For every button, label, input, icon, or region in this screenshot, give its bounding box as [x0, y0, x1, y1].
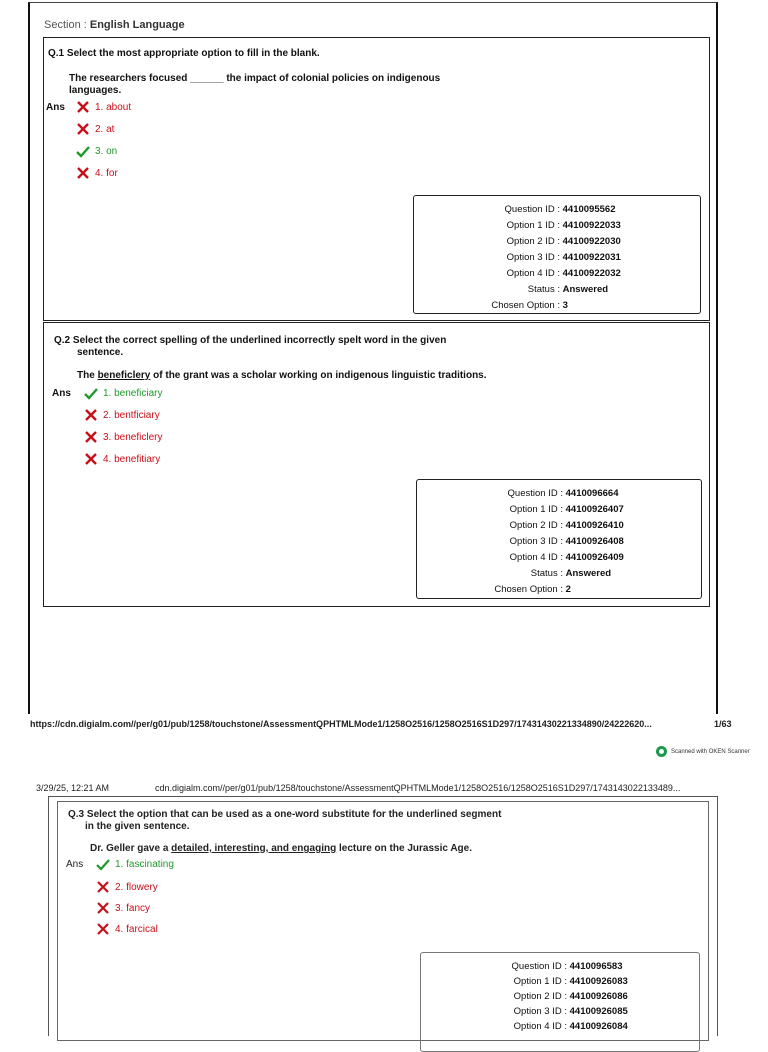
option-3 [96, 902, 150, 914]
info-option-1-id: Option 1 ID : 44100926407 [509, 504, 624, 515]
option-label: 4. for [95, 167, 118, 179]
info-chosen-option: Chosen Option : 2 [494, 584, 571, 595]
option-label: 1. beneficiary [103, 387, 163, 399]
option-3 [84, 431, 162, 443]
check-icon [76, 145, 90, 157]
question-1-text-line-1: The researchers focused ______ the impact of colonial policies on indigenous [69, 73, 441, 84]
page-2-header-url[interactable]: cdn.digialm.com//per/g01/pub/1258/touchstone/AssessmentQPHTMLMode1/1258O2516/1258O2516S1D297/1743143022133489... [155, 783, 681, 793]
info-question-id: Question ID : 4410096664 [507, 488, 619, 499]
option-label: 3. on [95, 145, 118, 157]
option-2 [76, 123, 114, 135]
question-3-header-line-2: in the given sentence. [85, 821, 190, 832]
check-icon [84, 387, 98, 399]
question-3-text: Dr. Geller gave a detailed, interesting, and engaging lecture on the Jurassic Age. [90, 843, 472, 854]
answer-label: Ans [52, 388, 71, 399]
info-status: Status : Answered [530, 568, 612, 579]
question-2-info-box [416, 479, 702, 599]
page-2 [48, 796, 718, 1036]
info-option-1-id: Option 1 ID : 44100926083 [513, 976, 628, 987]
question-3-box [57, 801, 709, 1041]
cross-icon [96, 923, 110, 935]
option-1 [84, 387, 162, 399]
option-label: 2. at [95, 123, 115, 135]
option-4 [96, 923, 158, 935]
cross-icon [76, 101, 90, 113]
print-date: 3/29/25, 12:21 AM [36, 783, 110, 793]
cross-icon [84, 431, 98, 443]
info-option-3-id: Option 3 ID : 44100922031 [506, 252, 621, 263]
option-2 [96, 881, 158, 893]
section-label: Section : English Language [44, 19, 185, 31]
scanner-logo-icon [656, 746, 667, 757]
info-option-2-id: Option 2 ID : 44100926410 [509, 520, 624, 531]
answer-label: Ans [66, 859, 84, 870]
question-1-header: Q.1 Select the most appropriate option to fill in the blank. [48, 48, 320, 59]
info-status: Status : Answered [527, 284, 609, 295]
option-label: 1. fascinating [115, 858, 174, 870]
page-number: 1/63 [714, 719, 732, 729]
option-2 [84, 409, 160, 421]
info-option-2-id: Option 2 ID : 44100926086 [513, 991, 628, 1002]
info-option-3-id: Option 3 ID : 44100926085 [513, 1006, 628, 1017]
question-3-header-line-1: Q.3 Select the option that can be used as a one-word substitute for the underlined segment [68, 809, 502, 820]
option-label: 1. about [95, 101, 132, 113]
option-1 [76, 101, 131, 113]
option-4 [84, 453, 160, 465]
underlined-segment: detailed, interesting, and engaging [171, 843, 337, 854]
page-1 [28, 2, 718, 714]
option-label: 2. flowery [115, 881, 158, 893]
info-option-4-id: Option 4 ID : 44100926084 [513, 1021, 628, 1032]
question-3-info-box [420, 952, 700, 1052]
info-option-2-id: Option 2 ID : 44100922030 [506, 236, 621, 247]
question-1-text-line-2: languages. [69, 85, 122, 96]
option-label: 3. fancy [115, 902, 151, 914]
info-option-4-id: Option 4 ID : 44100926409 [509, 552, 624, 563]
info-chosen-option: Chosen Option : 3 [491, 300, 568, 311]
cross-icon [96, 881, 110, 893]
option-4 [76, 167, 118, 179]
info-option-3-id: Option 3 ID : 44100926408 [509, 536, 624, 547]
option-label: 2. bentficiary [103, 409, 160, 421]
question-1-info-box [413, 195, 701, 314]
option-label: 4. benefitiary [103, 453, 161, 465]
underlined-word: beneficlery [97, 370, 151, 381]
info-question-id: Question ID : 4410096583 [511, 961, 623, 972]
cross-icon [76, 167, 90, 179]
page-1-footer-url[interactable]: https://cdn.digialm.com//per/g01/pub/1258/touchstone/AssessmentQPHTMLMode1/1258O2516/1258O2516S1D297/17431430221334890/24222620... [30, 719, 652, 729]
cross-icon [96, 902, 110, 914]
question-2-header-line-2: sentence. [77, 347, 124, 358]
answer-label: Ans [46, 102, 65, 113]
check-icon [96, 858, 110, 870]
info-question-id: Question ID : 4410095562 [504, 204, 616, 215]
question-1-box [43, 37, 710, 321]
option-1 [96, 858, 174, 870]
cross-icon [84, 453, 98, 465]
scanner-watermark: Scanned with OKEN Scanner [656, 746, 750, 757]
question-2-text: The beneficlery of the grant was a scholar working on indigenous linguistic traditions. [77, 370, 487, 381]
cross-icon [84, 409, 98, 421]
question-2-header-line-1: Q.2 Select the correct spelling of the underlined incorrectly spelt word in the given [54, 335, 447, 346]
option-label: 4. farcical [115, 923, 158, 935]
info-option-1-id: Option 1 ID : 44100922033 [506, 220, 621, 231]
cross-icon [76, 123, 90, 135]
option-label: 3. beneficlery [103, 431, 163, 443]
option-3 [76, 145, 117, 157]
question-2-box [43, 322, 710, 607]
info-option-4-id: Option 4 ID : 44100922032 [506, 268, 621, 279]
